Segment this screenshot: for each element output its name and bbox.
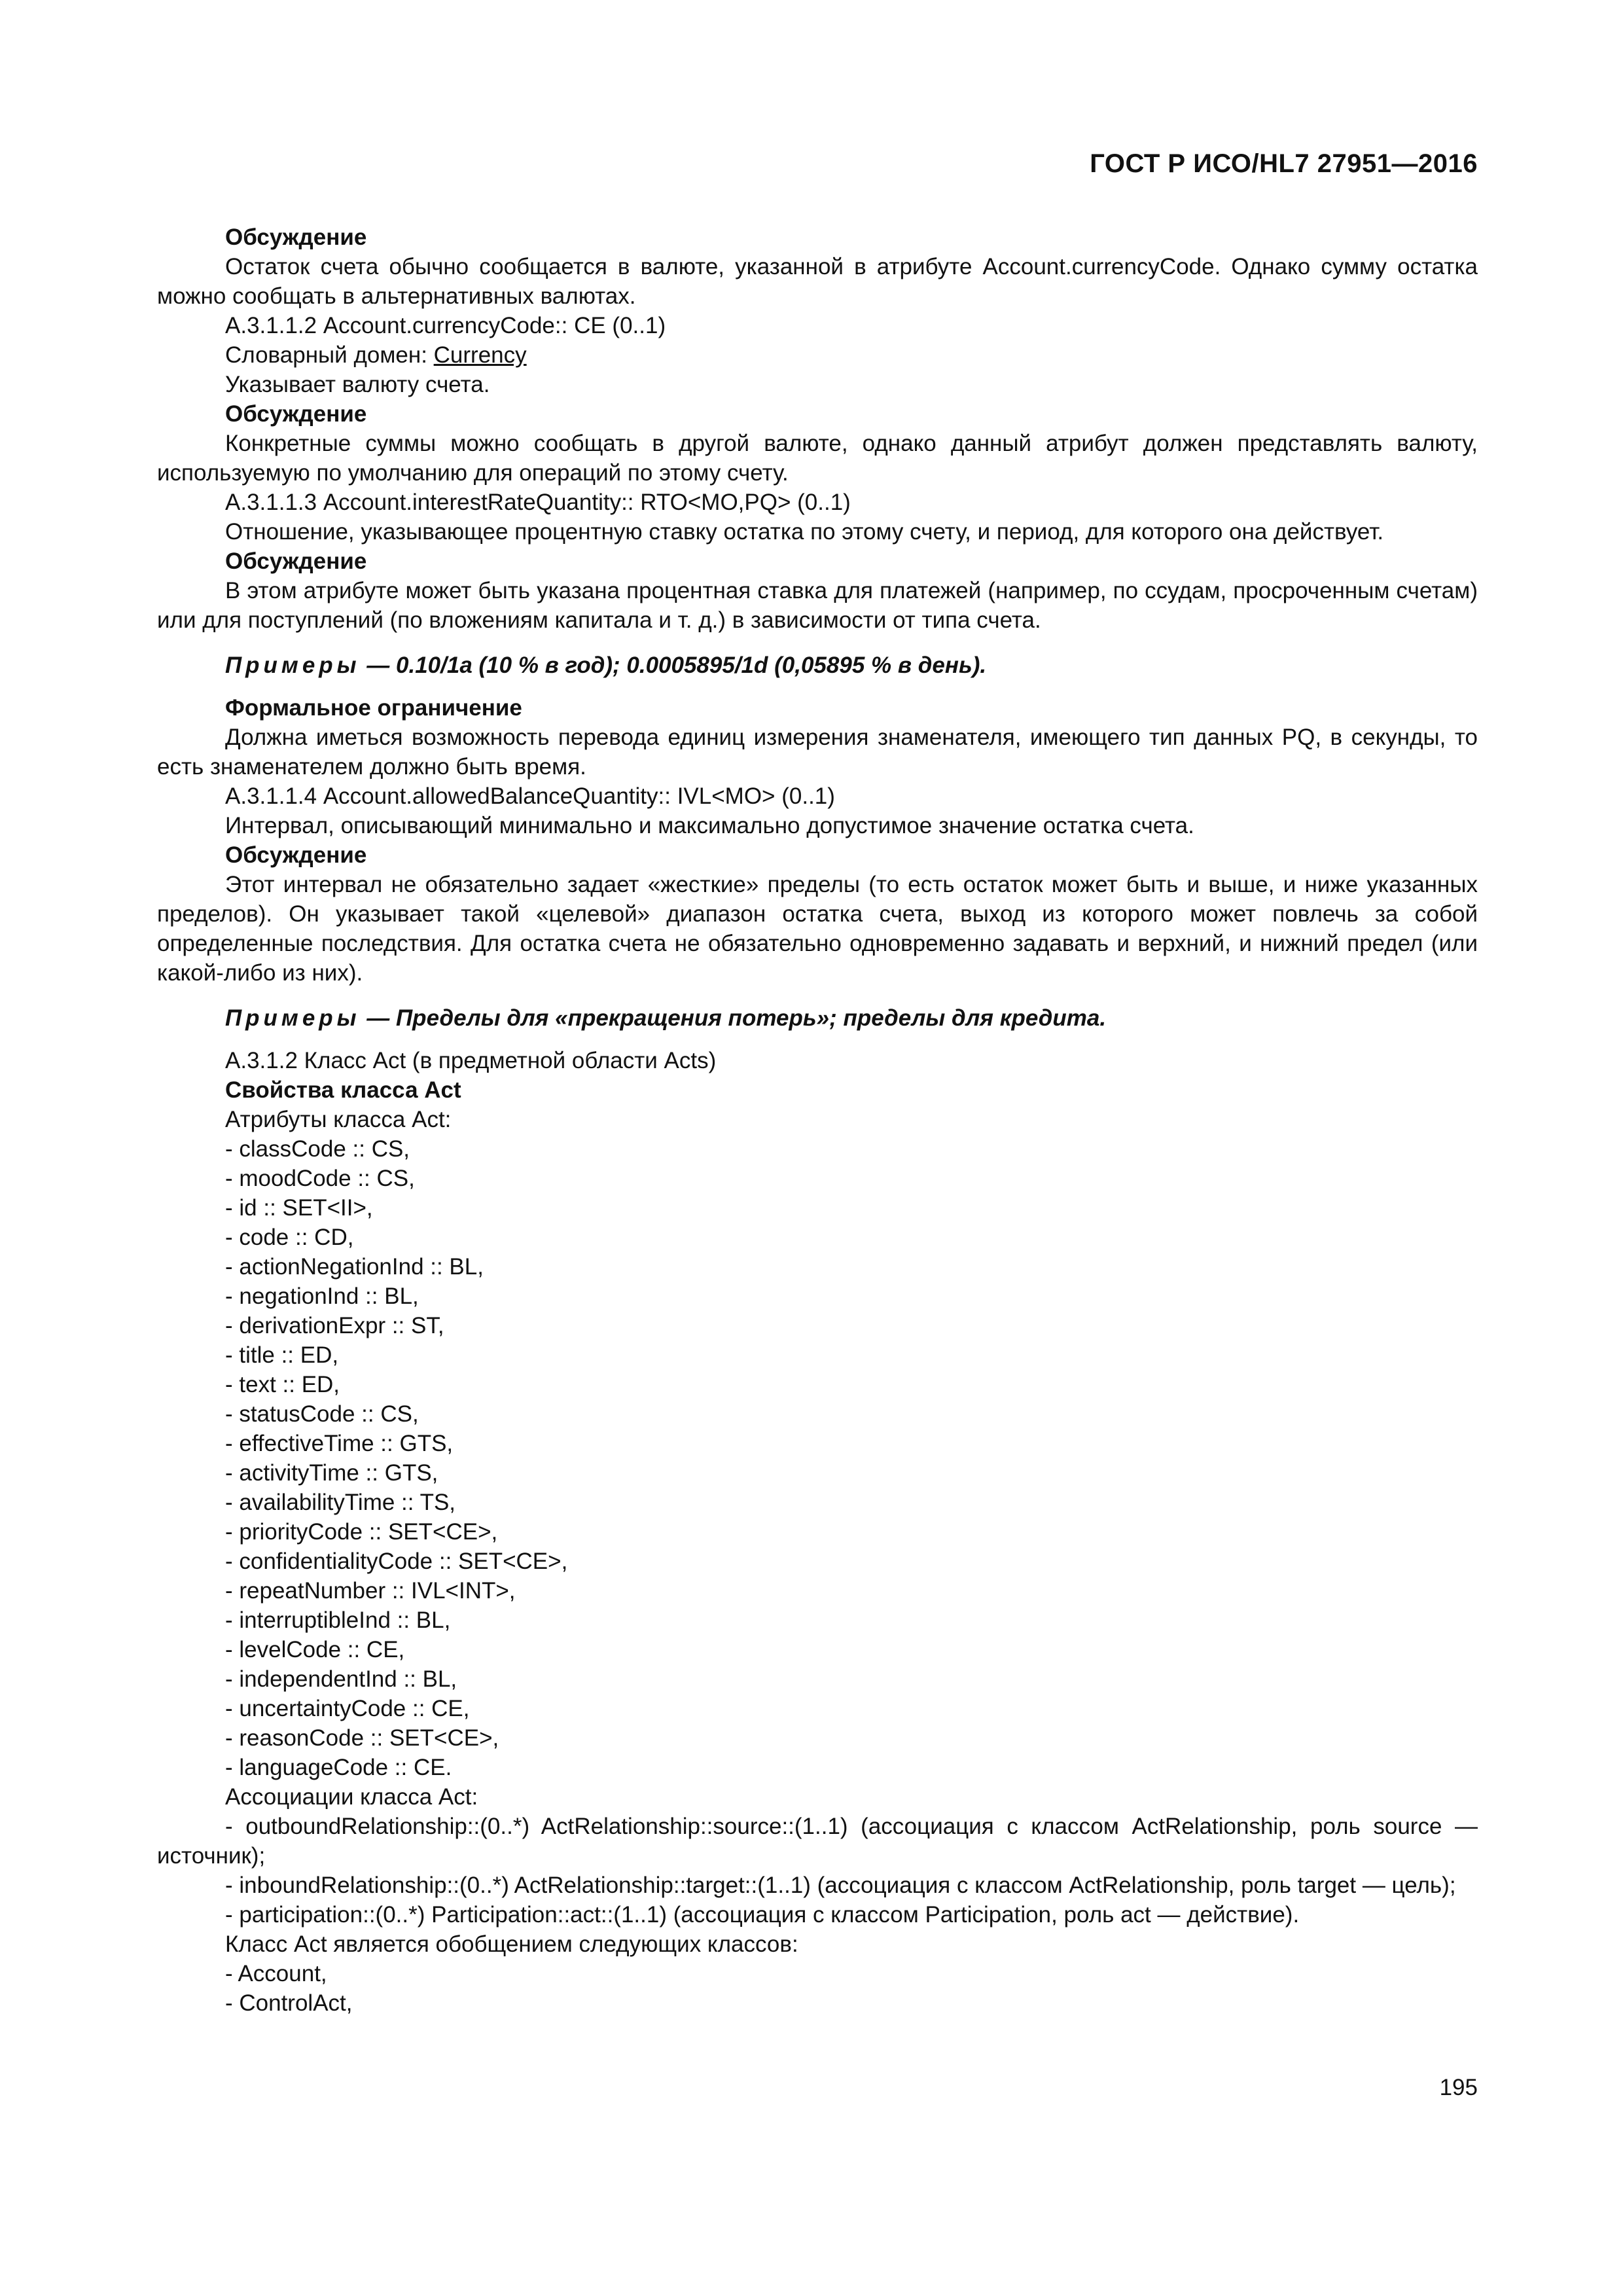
attribute-list bbox=[157, 1134, 1478, 1782]
list-item: - availabilityTime :: TS, bbox=[225, 1490, 456, 1515]
attribute-description: Интервал, описывающий минимально и максимально допустимое значение остатка счета. bbox=[225, 813, 1194, 838]
list-item: - code :: CD, bbox=[225, 1225, 354, 1250]
section-heading: Обсуждение bbox=[225, 842, 367, 868]
paragraph: Конкретные суммы можно сообщать в другой валюте, однако данный атрибут должен представлять валюту, используемую по умолчанию для операций по этому счету. bbox=[157, 431, 1478, 486]
example-text: — Пределы для «прекращения потерь»; пределы для кредита. bbox=[360, 1005, 1107, 1031]
list-item: - confidentialityCode :: SET<CE>, bbox=[225, 1549, 568, 1574]
paragraph: В этом атрибуте может быть указана процентная ставка для платежей (например, по ссудам, просроченным счетам) или для поступлений (по вложениям капитала и т. д.) в зависимости от типа счета. bbox=[157, 578, 1478, 633]
example-label: Примеры bbox=[225, 1005, 361, 1031]
list-item: - languageCode :: CE. bbox=[225, 1755, 452, 1780]
generalization-list bbox=[157, 1959, 1478, 2018]
list-item: - effectiveTime :: GTS, bbox=[225, 1431, 454, 1456]
list-item: - interruptibleInd :: BL, bbox=[225, 1607, 451, 1633]
list-item: - classCode :: CS, bbox=[225, 1136, 410, 1162]
associations-title: Ассоциации класса Act: bbox=[225, 1784, 478, 1810]
list-item: - repeatNumber :: IVL<INT>, bbox=[225, 1578, 516, 1604]
list-item: - levelCode :: CE, bbox=[225, 1637, 405, 1662]
paragraph: Этот интервал не обязательно задает «жесткие» пределы (то есть остаток может быть и выше, и ниже указанных пределов). Он указывает такой «целевой» диапазон остатка счета, выход из которого может повлечь за собой определенные последствия. Для остатка счета не обязательно одновременно задавать и верхний, и нижний предел (или какой-либо из них). bbox=[157, 872, 1478, 986]
attribute-heading: А.3.1.1.2 Account.currencyCode:: СЕ (0..1) bbox=[225, 313, 666, 338]
list-item: - participation::(0..*) Participation::act::(1..1) (ассоциация с классом Participation, роль act — действие). bbox=[225, 1902, 1300, 1928]
attributes-title: Атрибуты класса Act: bbox=[225, 1107, 452, 1132]
class-heading: А.3.1.2 Класс Act (в предметной области Acts) bbox=[225, 1048, 717, 1073]
list-item: - actionNegationInd :: BL, bbox=[225, 1254, 484, 1280]
list-item: - id :: SET<II>, bbox=[225, 1195, 373, 1221]
document-body bbox=[157, 223, 1478, 2018]
attribute-heading: А.3.1.1.3 Account.interestRateQuantity:: RTO<MO,PQ> (0..1) bbox=[225, 490, 851, 515]
attribute-description: Отношение, указывающее процентную ставку остатка по этому счету, и период, для которого она действует. bbox=[225, 519, 1384, 545]
section-heading: Обсуждение bbox=[225, 401, 367, 427]
currency-link[interactable]: Currency bbox=[433, 342, 527, 368]
association-list bbox=[157, 1812, 1478, 1929]
list-item: - moodCode :: CS, bbox=[225, 1166, 415, 1191]
example-label: Примеры bbox=[225, 653, 361, 678]
vocabulary-domain-label: Словарный домен: bbox=[225, 342, 434, 368]
list-item: - Account, bbox=[225, 1961, 327, 1986]
paragraph: Должна иметься возможность перевода единиц измерения знаменателя, имеющего тип данных PQ, в секунды, то есть знаменателем должно быть время. bbox=[157, 725, 1478, 780]
list-item: - outboundRelationship::(0..*) ActRelationship::source::(1..1) (ассоциация с классом ActRelationship, роль source — источник); bbox=[157, 1814, 1478, 1869]
example-text: — 0.10/1a (10 % в год); 0.0005895/1d (0,05895 % в день). bbox=[360, 653, 987, 678]
section-heading: Формальное ограничение bbox=[225, 695, 522, 721]
list-item: - ControlAct, bbox=[225, 1990, 353, 2016]
list-item: - text :: ED, bbox=[225, 1372, 340, 1397]
example-note bbox=[157, 1003, 1478, 1033]
attribute-description: Указывает валюту счета. bbox=[225, 372, 490, 397]
list-item: - reasonCode :: SET<CE>, bbox=[225, 1725, 499, 1751]
vocabulary-domain bbox=[157, 340, 1478, 370]
list-item: - priorityCode :: SET<CE>, bbox=[225, 1519, 498, 1545]
example-note bbox=[157, 651, 1478, 680]
section-heading: Свойства класса Act bbox=[225, 1077, 461, 1103]
paragraph: Остаток счета обычно сообщается в валюте, указанной в атрибуте Account.currencyCode. Однако сумму остатка можно сообщать в альтернативных валютах. bbox=[157, 254, 1478, 309]
section-heading: Обсуждение bbox=[225, 548, 367, 574]
list-item: - uncertaintyCode :: CE, bbox=[225, 1696, 470, 1721]
list-item: - negationInd :: BL, bbox=[225, 1283, 419, 1309]
generalization-title: Класс Act является обобщением следующих классов: bbox=[225, 1931, 798, 1957]
list-item: - derivationExpr :: ST, bbox=[225, 1313, 444, 1338]
attribute-heading: А.3.1.1.4 Account.allowedBalanceQuantity:: IVL<MO> (0..1) bbox=[225, 783, 835, 809]
list-item: - activityTime :: GTS, bbox=[225, 1460, 438, 1486]
list-item: - title :: ED, bbox=[225, 1342, 339, 1368]
section-heading: Обсуждение bbox=[225, 224, 367, 250]
page-number: 195 bbox=[1439, 2075, 1478, 2100]
list-item: - inboundRelationship::(0..*) ActRelationship::target::(1..1) (ассоциация с классом ActRelationship, роль target — цель); bbox=[225, 1873, 1456, 1898]
list-item: - statusCode :: CS, bbox=[225, 1401, 419, 1427]
document-header: ГОСТ Р ИСО/HL7 27951—2016 bbox=[1090, 149, 1478, 178]
list-item: - independentInd :: BL, bbox=[225, 1666, 457, 1692]
